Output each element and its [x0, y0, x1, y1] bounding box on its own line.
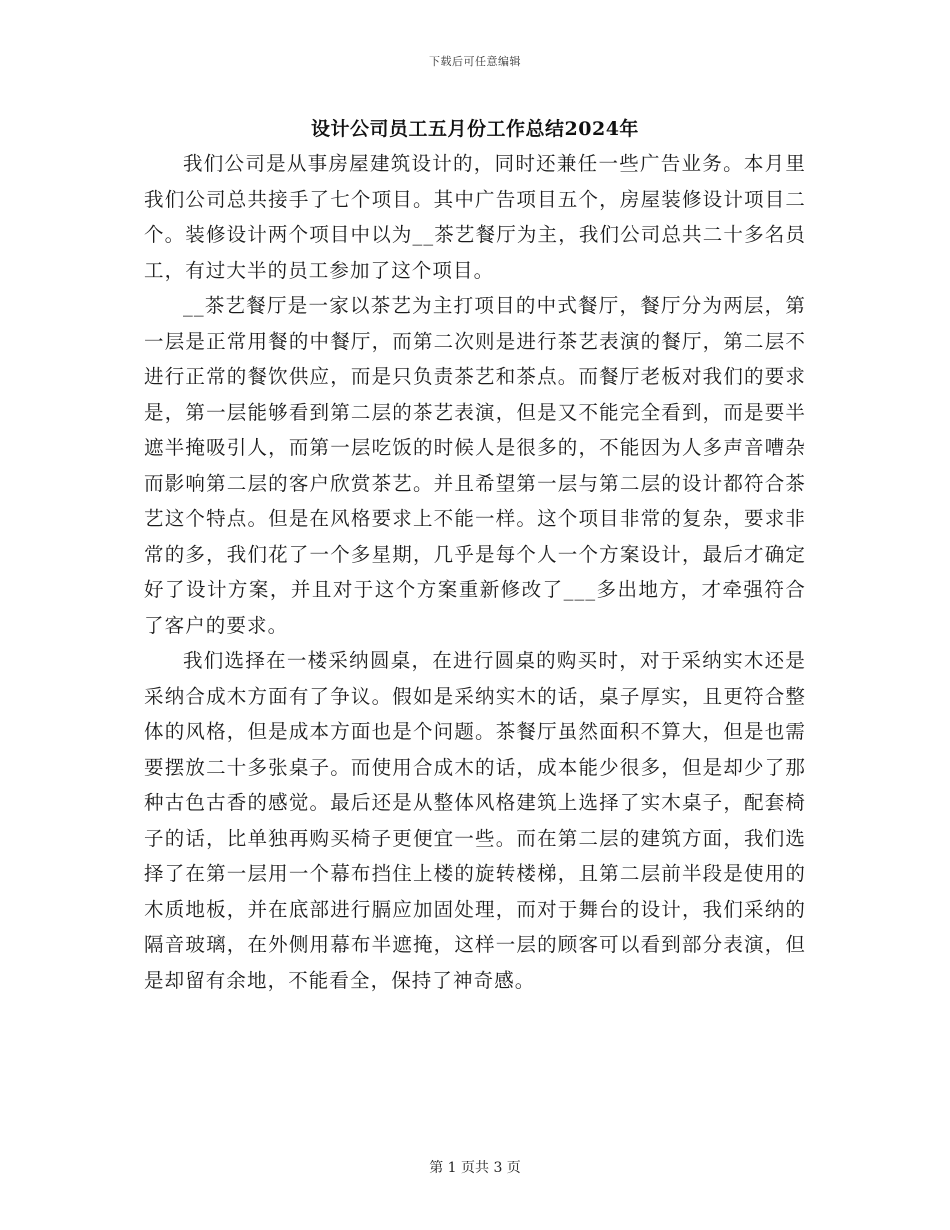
- document-body: [144, 146, 806, 998]
- paragraph-3: 我们选择在一楼采纳圆桌，在进行圆桌的购买时，对于采纳实木还是采纳合成木方面有了争议。假如是采纳实木的话，桌子厚实，且更符合整体的风格，但是成本方面也是个问题。茶餐厅虽然面积不算大，但是也需要摆放二十多张桌子。而使用合成木的话，成本能少很多，但是却少了那种古色古香的感觉。最后还是从整体风格建筑上选择了实木桌子，配套椅子的话，比单独再购买椅子更便宜一些。而在第二层的建筑方面，我们选择了在第一层用一个幕布挡住上楼的旋转楼梯，且第二层前半段是使用的木质地板，并在底部进行膈应加固处理，而对于舞台的设计，我们采纳的隔音玻璃，在外侧用幕布半遮掩，这样一层的顾客可以看到部分表演，但是却留有余地，不能看全，保持了神奇感。: [144, 649, 806, 992]
- paragraph-1: 我们公司是从事房屋建筑设计的，同时还兼任一些广告业务。本月里我们公司总共接手了七个项目。其中广告项目五个，房屋装修设计项目二个。装修设计两个项目中以为__茶艺餐厅为主，我们公司总共二十多名员工，有过大半的员工参加了这个项目。: [144, 152, 806, 282]
- paragraph-2: __茶艺餐厅是一家以茶艺为主打项目的中式餐厅，餐厅分为两层，第一层是正常用餐的中餐厅，而第二次则是进行茶艺表演的餐厅，第二层不进行正常的餐饮供应，而是只负责茶艺和茶点。而餐厅老板对我们的要求是，第一层能够看到第二层的茶艺表演，但是又不能完全看到，而是要半遮半掩吸引人，而第一层吃饭的时候人是很多的，不能因为人多声音嘈杂而影响第二层的客户欣赏茶艺。并且希望第一层与第二层的设计都符合茶艺这个特点。但是在风格要求上不能一样。这个项目非常的复杂，要求非常的多，我们花了一个多星期，几乎是每个人一个方案设计，最后才确定好了设计方案，并且对于这个方案重新修改了___多出地方，才牵强符合了客户的要求。: [144, 294, 806, 637]
- page-number: 第 1 页共 3 页: [429, 1160, 521, 1176]
- page-header-note: 下载后可任意编辑: [429, 55, 521, 68]
- document-title: 设计公司员工五月份工作总结2024年: [311, 118, 639, 140]
